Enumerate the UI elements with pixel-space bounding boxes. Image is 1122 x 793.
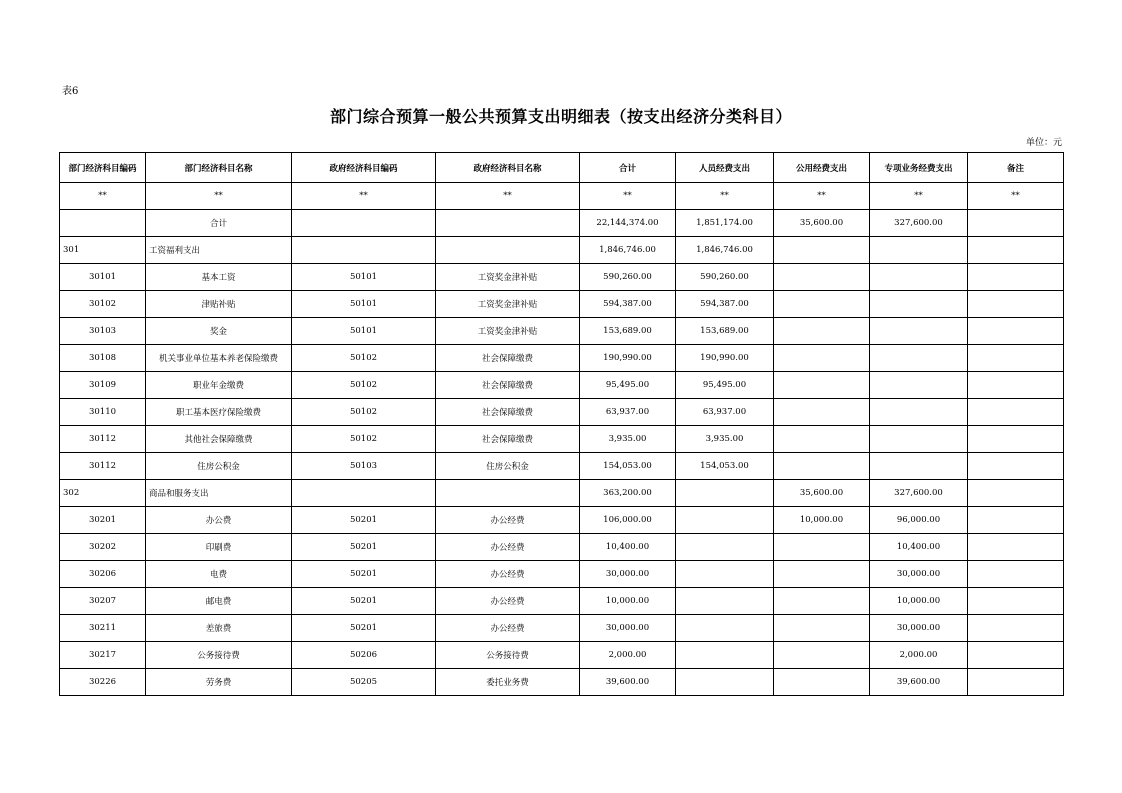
- table-cell: [968, 615, 1064, 642]
- table-cell: 50201: [292, 588, 436, 615]
- table-row: [60, 453, 1064, 480]
- table-cell: 22,144,374.00: [580, 210, 676, 237]
- table-cell: 其他社会保障缴费: [146, 426, 292, 453]
- table-cell: [968, 291, 1064, 318]
- table-cell: 63,937.00: [580, 399, 676, 426]
- table-cell: [870, 318, 968, 345]
- table-cell: 30211: [60, 615, 146, 642]
- table-cell: 30112: [60, 426, 146, 453]
- table-cell: 154,053.00: [676, 453, 774, 480]
- table-cell: [968, 669, 1064, 696]
- table-cell: 50102: [292, 399, 436, 426]
- header-cell: 部门经济科目编码: [60, 153, 146, 183]
- table-cell: [968, 426, 1064, 453]
- header-cell: 公用经费支出: [774, 153, 870, 183]
- marker-cell: **: [60, 183, 146, 210]
- table-cell: [436, 237, 580, 264]
- marker-cell: **: [968, 183, 1064, 210]
- table-cell: 30,000.00: [580, 561, 676, 588]
- table-cell: 301: [60, 237, 146, 264]
- table-cell: 3,935.00: [580, 426, 676, 453]
- table-cell: 办公经费: [436, 507, 580, 534]
- table-cell: 190,990.00: [676, 345, 774, 372]
- table-cell: [968, 561, 1064, 588]
- table-cell: [774, 399, 870, 426]
- table-cell: 190,990.00: [580, 345, 676, 372]
- table-cell: 50102: [292, 345, 436, 372]
- table-row: [60, 237, 1064, 264]
- table-cell: 30102: [60, 291, 146, 318]
- header-cell: 政府经济科目编码: [292, 153, 436, 183]
- table-cell: [292, 210, 436, 237]
- table-cell: 30101: [60, 264, 146, 291]
- table-row: [60, 345, 1064, 372]
- header-row: [60, 153, 1064, 183]
- table-cell: [676, 507, 774, 534]
- table-cell: [774, 345, 870, 372]
- table-cell: 1,846,746.00: [676, 237, 774, 264]
- table-cell: [870, 291, 968, 318]
- expenditure-table: [59, 152, 1064, 696]
- table-row: [60, 399, 1064, 426]
- table-cell: 50102: [292, 372, 436, 399]
- table-cell: [968, 372, 1064, 399]
- table-cell: 50101: [292, 264, 436, 291]
- table-cell: 津贴补贴: [146, 291, 292, 318]
- table-cell: 30109: [60, 372, 146, 399]
- table-cell: 2,000.00: [580, 642, 676, 669]
- table-cell: 2,000.00: [870, 642, 968, 669]
- table-cell: [968, 237, 1064, 264]
- table-cell: 办公经费: [436, 588, 580, 615]
- table-cell: 社会保障缴费: [436, 372, 580, 399]
- table-row: [60, 615, 1064, 642]
- table-cell: [870, 264, 968, 291]
- header-cell: 专项业务经费支出: [870, 153, 968, 183]
- table-cell: [60, 210, 146, 237]
- table-cell: 10,000.00: [870, 588, 968, 615]
- table-cell: 30202: [60, 534, 146, 561]
- table-cell: [676, 561, 774, 588]
- table-cell: 10,400.00: [870, 534, 968, 561]
- table-cell: 1,846,746.00: [580, 237, 676, 264]
- table-cell: [774, 291, 870, 318]
- table-cell: [774, 372, 870, 399]
- table-cell: 社会保障缴费: [436, 426, 580, 453]
- table-cell: [968, 453, 1064, 480]
- table-cell: [870, 372, 968, 399]
- table-cell: [774, 318, 870, 345]
- table-cell: 3,935.00: [676, 426, 774, 453]
- table-cell: 住房公积金: [436, 453, 580, 480]
- table-cell: 30206: [60, 561, 146, 588]
- table-cell: 10,000.00: [774, 507, 870, 534]
- table-cell: [968, 642, 1064, 669]
- table-cell: [968, 264, 1064, 291]
- table-cell: 合计: [146, 210, 292, 237]
- table-row: [60, 210, 1064, 237]
- table-cell: 594,387.00: [676, 291, 774, 318]
- marker-cell: **: [292, 183, 436, 210]
- table-cell: 奖金: [146, 318, 292, 345]
- table-row: [60, 588, 1064, 615]
- header-cell: 政府经济科目名称: [436, 153, 580, 183]
- table-row: [60, 669, 1064, 696]
- table-cell: 职工基本医疗保险缴费: [146, 399, 292, 426]
- table-cell: [292, 480, 436, 507]
- table-cell: [774, 669, 870, 696]
- table-cell: 办公经费: [436, 561, 580, 588]
- table-cell: 商品和服务支出: [146, 480, 292, 507]
- table-cell: 30226: [60, 669, 146, 696]
- table-cell: 职业年金缴费: [146, 372, 292, 399]
- table-cell: [676, 642, 774, 669]
- table-row: [60, 372, 1064, 399]
- table-cell: [774, 615, 870, 642]
- table-cell: [436, 480, 580, 507]
- table-cell: 机关事业单位基本养老保险缴费: [146, 345, 292, 372]
- table-cell: 50201: [292, 507, 436, 534]
- table-cell: 154,053.00: [580, 453, 676, 480]
- marker-row: [60, 183, 1064, 210]
- table-cell: [676, 588, 774, 615]
- table-cell: 办公经费: [436, 615, 580, 642]
- table-cell: 50102: [292, 426, 436, 453]
- table-cell: 153,689.00: [580, 318, 676, 345]
- table-cell: 10,000.00: [580, 588, 676, 615]
- table-cell: 工资福利支出: [146, 237, 292, 264]
- table-row: [60, 642, 1064, 669]
- table-cell: 327,600.00: [870, 210, 968, 237]
- table-cell: 96,000.00: [870, 507, 968, 534]
- marker-cell: **: [580, 183, 676, 210]
- table-cell: [870, 453, 968, 480]
- header-cell: 合计: [580, 153, 676, 183]
- table-row: [60, 507, 1064, 534]
- table-cell: 30,000.00: [870, 615, 968, 642]
- table-cell: [774, 453, 870, 480]
- table-cell: 30,000.00: [870, 561, 968, 588]
- table-cell: [676, 615, 774, 642]
- table-cell: 办公费: [146, 507, 292, 534]
- header-cell: 备注: [968, 153, 1064, 183]
- table-cell: [968, 210, 1064, 237]
- table-cell: [968, 399, 1064, 426]
- table-cell: [870, 399, 968, 426]
- table-number: 表6: [62, 86, 79, 97]
- table-cell: 1,851,174.00: [676, 210, 774, 237]
- table-cell: 50201: [292, 534, 436, 561]
- table-cell: [968, 480, 1064, 507]
- table-cell: [292, 237, 436, 264]
- table-cell: [774, 534, 870, 561]
- table-cell: [968, 534, 1064, 561]
- table-cell: 30217: [60, 642, 146, 669]
- table-cell: 工资奖金津补贴: [436, 264, 580, 291]
- table-cell: 106,000.00: [580, 507, 676, 534]
- marker-cell: **: [870, 183, 968, 210]
- table-cell: 327,600.00: [870, 480, 968, 507]
- table-cell: 50101: [292, 318, 436, 345]
- table-cell: [676, 480, 774, 507]
- table-cell: 363,200.00: [580, 480, 676, 507]
- table-cell: [968, 345, 1064, 372]
- table-cell: 50101: [292, 291, 436, 318]
- table-cell: 30103: [60, 318, 146, 345]
- table-cell: [676, 534, 774, 561]
- table-row: [60, 534, 1064, 561]
- marker-cell: **: [436, 183, 580, 210]
- table-row: [60, 318, 1064, 345]
- header-cell: 人员经费支出: [676, 153, 774, 183]
- table-cell: 邮电费: [146, 588, 292, 615]
- table-cell: [870, 345, 968, 372]
- table-cell: 10,400.00: [580, 534, 676, 561]
- table-cell: [774, 237, 870, 264]
- table-cell: 工资奖金津补贴: [436, 318, 580, 345]
- table-cell: 50201: [292, 615, 436, 642]
- table-cell: 50205: [292, 669, 436, 696]
- table-cell: 95,495.00: [580, 372, 676, 399]
- table-cell: [870, 426, 968, 453]
- table-cell: 30201: [60, 507, 146, 534]
- table-cell: [870, 237, 968, 264]
- table-cell: 差旅费: [146, 615, 292, 642]
- table-cell: 劳务费: [146, 669, 292, 696]
- table-cell: 30108: [60, 345, 146, 372]
- table-cell: 住房公积金: [146, 453, 292, 480]
- table-row: [60, 426, 1064, 453]
- table-cell: 电费: [146, 561, 292, 588]
- table-cell: 590,260.00: [580, 264, 676, 291]
- table-cell: 594,387.00: [580, 291, 676, 318]
- table-cell: 63,937.00: [676, 399, 774, 426]
- table-cell: 35,600.00: [774, 210, 870, 237]
- table-cell: [774, 642, 870, 669]
- table-cell: 39,600.00: [870, 669, 968, 696]
- table-row: [60, 264, 1064, 291]
- marker-cell: **: [146, 183, 292, 210]
- unit-label: 单位：元: [1025, 138, 1062, 148]
- table-cell: 社会保障缴费: [436, 399, 580, 426]
- table-row: [60, 291, 1064, 318]
- table-cell: 50201: [292, 561, 436, 588]
- table-cell: 工资奖金津补贴: [436, 291, 580, 318]
- marker-cell: **: [774, 183, 870, 210]
- table-cell: 590,260.00: [676, 264, 774, 291]
- table-cell: 委托业务费: [436, 669, 580, 696]
- table-cell: 基本工资: [146, 264, 292, 291]
- table-cell: 30112: [60, 453, 146, 480]
- table-cell: [774, 264, 870, 291]
- table-cell: 30,000.00: [580, 615, 676, 642]
- table-cell: [968, 318, 1064, 345]
- table-cell: 302: [60, 480, 146, 507]
- table-cell: 50103: [292, 453, 436, 480]
- table-cell: [968, 507, 1064, 534]
- table-cell: 社会保障缴费: [436, 345, 580, 372]
- table-cell: [774, 561, 870, 588]
- table-cell: 95,495.00: [676, 372, 774, 399]
- document-title: 部门综合预算一般公共预算支出明细表（按支出经济分类科目）: [329, 107, 792, 126]
- table-row: [60, 561, 1064, 588]
- table-row: [60, 480, 1064, 507]
- table-cell: 50206: [292, 642, 436, 669]
- table-cell: 印刷费: [146, 534, 292, 561]
- table-cell: [774, 588, 870, 615]
- table-cell: 35,600.00: [774, 480, 870, 507]
- header-cell: 部门经济科目名称: [146, 153, 292, 183]
- table-cell: 公务接待费: [436, 642, 580, 669]
- table-cell: [968, 588, 1064, 615]
- table-cell: 公务接待费: [146, 642, 292, 669]
- table-cell: 153,689.00: [676, 318, 774, 345]
- table-cell: 39,600.00: [580, 669, 676, 696]
- table-cell: [774, 426, 870, 453]
- table-cell: 30110: [60, 399, 146, 426]
- table-cell: [676, 669, 774, 696]
- table-cell: 办公经费: [436, 534, 580, 561]
- table-cell: [436, 210, 580, 237]
- marker-cell: **: [676, 183, 774, 210]
- table-cell: 30207: [60, 588, 146, 615]
